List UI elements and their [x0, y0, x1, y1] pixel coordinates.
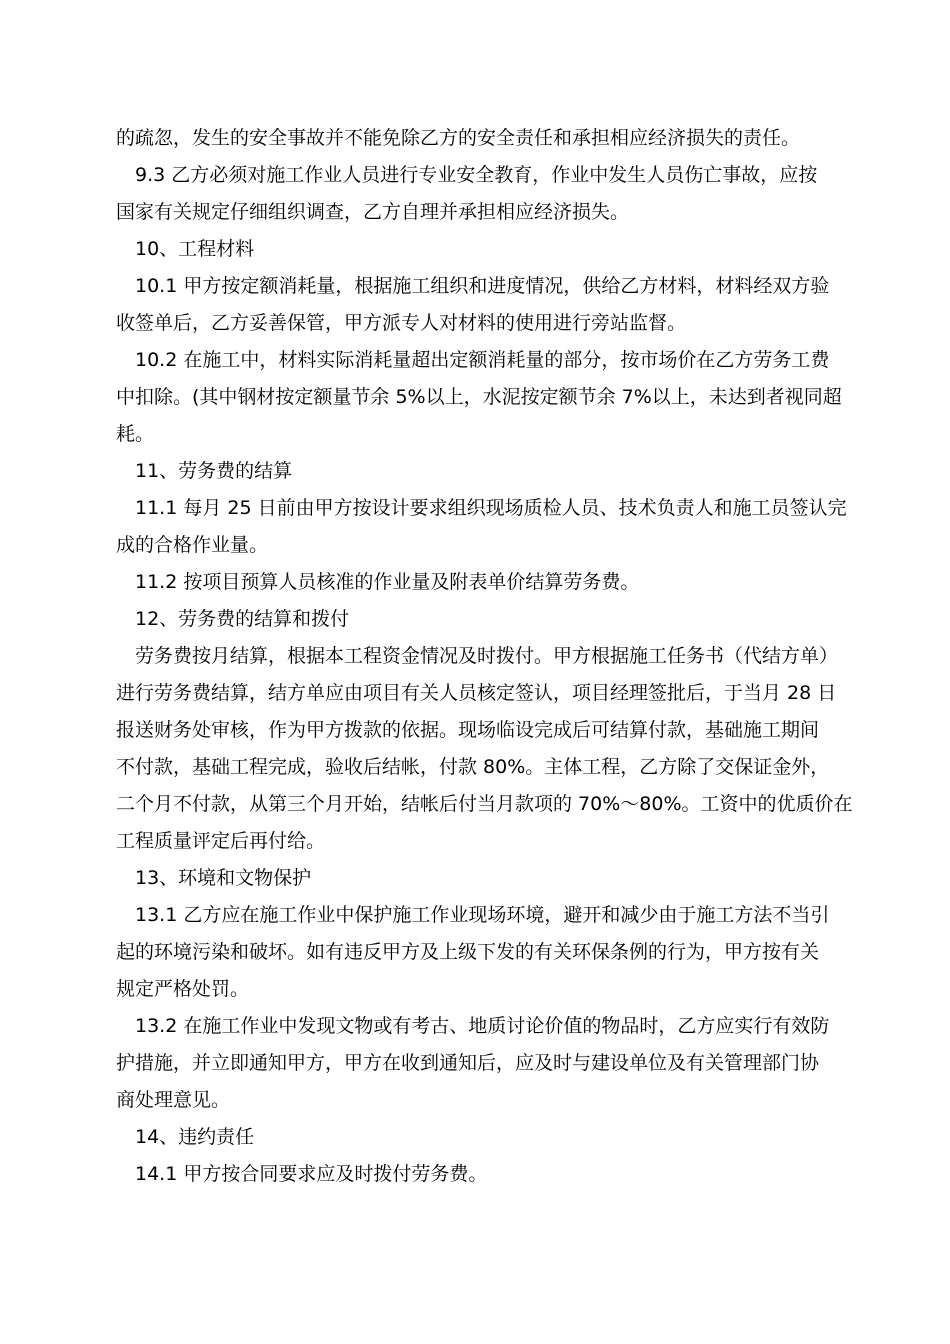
paragraph-line: 中扣除。(其中钢材按定额量节余 5%以上，水泥按定额节余 7%以上，未达到者视同超 [116, 386, 842, 408]
paragraph-line: 护措施，并立即通知甲方，甲方在收到通知后，应及时与建设单位及有关管理部门协 [116, 1052, 820, 1074]
clause-13-2-line: 13.2 在施工作业中发现文物或有考古、地质讨论价值的物品时，乙方应实行有效防 [135, 1015, 830, 1037]
section-heading-12: 12、劳务费的结算和拨付 [135, 608, 350, 630]
section-heading-10: 10、工程材料 [135, 238, 255, 260]
paragraph-line: 耗。 [116, 423, 155, 445]
paragraph-line: 商处理意见。 [116, 1089, 231, 1111]
section-heading-14: 14、违约责任 [135, 1126, 255, 1148]
paragraph-line: 成的合格作业量。 [116, 534, 269, 556]
paragraph-line: 二个月不付款，从第三个月开始，结帐后付当月款项的 70%～80%。工资中的优质价在 [116, 793, 853, 815]
document-body [116, 120, 853, 1193]
paragraph-line: 劳务费按月结算，根据本工程资金情况及时拨付。甲方根据施工任务书（代结方单） [135, 645, 839, 667]
paragraph-line: 国家有关规定仔细组织调查，乙方自理并承担相应经济损失。 [116, 201, 630, 223]
paragraph-line: 进行劳务费结算，结方单应由项目有关人员核定签认，项目经理签批后，于当月 28 日 [116, 682, 837, 704]
clause-13-1-line: 13.1 乙方应在施工作业中保护施工作业现场环境，避开和减少由于施工方法不当引 [135, 904, 830, 926]
clause-9-3-line: 9.3 乙方必须对施工作业人员进行专业安全教育，作业中发生人员伤亡事故，应按 [135, 164, 818, 186]
paragraph-line: 规定严格处罚。 [116, 978, 250, 1000]
clause-11-1-line: 11.1 每月 25 日前由甲方按设计要求组织现场质检人员、技术负责人和施工员签认完 [135, 497, 847, 519]
paragraph-line: 起的环境污染和破坏。如有违反甲方及上级下发的有关环保条例的行为，甲方按有关 [116, 941, 820, 963]
paragraph-line: 工程质量评定后再付给。 [116, 830, 326, 852]
clause-11-2-line: 11.2 按项目预算人员核准的作业量及附表单价结算劳务费。 [135, 571, 640, 593]
clause-10-1-line: 10.1 甲方按定额消耗量，根据施工组织和进度情况，供给乙方材料，材料经双方验 [135, 275, 830, 297]
paragraph-line: 收签单后，乙方妥善保管，甲方派专人对材料的使用进行旁站监督。 [116, 312, 687, 334]
paragraph-line: 的疏忽，发生的安全事故并不能免除乙方的安全责任和承担相应经济损失的责任。 [116, 127, 801, 149]
paragraph-line: 报送财务处审核，作为甲方拨款的依据。现场临设完成后可结算付款，基础施工期间 [116, 719, 820, 741]
section-heading-13: 13、环境和文物保护 [135, 867, 312, 889]
section-heading-11: 11、劳务费的结算 [135, 460, 293, 482]
clause-14-1-line: 14.1 甲方按合同要求应及时拨付劳务费。 [135, 1163, 488, 1185]
clause-10-2-line: 10.2 在施工中，材料实际消耗量超出定额消耗量的部分，按市场价在乙方劳务工费 [135, 349, 830, 371]
paragraph-line: 不付款，基础工程完成，验收后结帐，付款 80%。主体工程，乙方除了交保证金外， [116, 756, 830, 778]
